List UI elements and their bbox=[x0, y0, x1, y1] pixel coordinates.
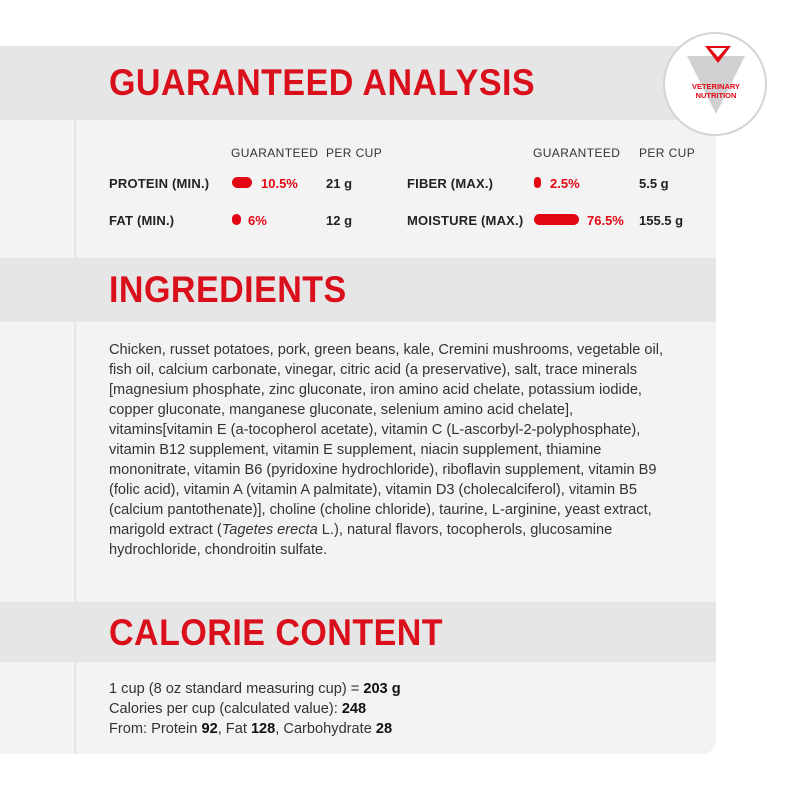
nutrient-bar-fat bbox=[232, 214, 241, 225]
ingredients-text: Chicken, russet potatoes, pork, green beans, kale, Cremini mushrooms, vegetable oil, fish oil, calcium carbonate, vinegar, citric acid (a preservative), salt, trace minerals [magnesium phosphate, zinc gluconate, iron amino acid chelate, potassium iodide, copper gluconate, manganese gluconate, selenium amino acid chelate], vitamins[vitamin E (a-tocopherol acetate), vitamin C (L-ascorbyl-2-polyphosphate), vitamin B12 supplement, vitamin E supplement, niacin supplement, thiamine mononitrate, vitamin B6 (pyridoxine hydrochloride), riboflavin supplement, vitamin B9 (folic acid), vitamin A (vitamin A palmitate), vitamin D3 (cholecalciferol), vitamin B5 (calcium pantothenate)], choline (choline chloride), taurine, L-arginine, yeast extract, marigold extract ( bbox=[109, 342, 664, 538]
nutrient-name-moisture: MOISTURE (MAX.) bbox=[407, 213, 524, 228]
col-guaranteed-left: GUARANTEED bbox=[231, 146, 319, 160]
ingredients-italic-species: Tagetes erecta bbox=[221, 522, 318, 538]
carb-calories-label: , Carbohydrate bbox=[275, 721, 376, 737]
fat-calories-label: , Fat bbox=[217, 721, 251, 737]
veterinary-nutrition-badge bbox=[663, 32, 767, 136]
col-per-cup-left: PER CUP bbox=[326, 146, 383, 160]
nutrient-name-fiber: FIBER (MAX.) bbox=[407, 176, 494, 191]
nutrition-panel bbox=[0, 46, 716, 754]
nutrient-bar-protein bbox=[232, 177, 252, 188]
calories-per-cup-text: Calories per cup (calculated value): bbox=[109, 701, 342, 717]
nutrient-per-cup-fiber: 5.5 g bbox=[639, 176, 669, 191]
veterinary-logo-icon bbox=[665, 34, 765, 134]
calorie-source-label: From: Protein bbox=[109, 721, 202, 737]
guaranteed-analysis-title: GUARANTEED ANALYSIS bbox=[109, 62, 536, 103]
protein-calories-value: 92 bbox=[201, 721, 218, 737]
nutrient-percent-moisture: 76.5% bbox=[587, 213, 624, 228]
ingredients-header-band bbox=[0, 258, 716, 322]
nutrient-percent-fiber: 2.5% bbox=[550, 176, 580, 191]
calories-per-cup-value: 248 bbox=[341, 701, 367, 717]
col-guaranteed-right: GUARANTEED bbox=[533, 146, 621, 160]
nutrient-per-cup-fat: 12 g bbox=[326, 213, 353, 228]
nutrient-bar-moisture bbox=[534, 214, 579, 225]
cup-measure-text: 1 cup (8 oz standard measuring cup) = bbox=[109, 681, 364, 697]
calorie-content-title: CALORIE CONTENT bbox=[109, 612, 444, 653]
badge-line-nutrition: NUTRITION bbox=[695, 91, 737, 100]
cup-weight-value: 203 g bbox=[363, 681, 401, 697]
col-per-cup-right: PER CUP bbox=[639, 146, 696, 160]
ingredients-list bbox=[109, 340, 679, 560]
nutrient-per-cup-moisture: 155.5 g bbox=[639, 213, 684, 228]
calorie-content-text bbox=[109, 679, 401, 739]
nutrient-percent-protein: 10.5% bbox=[261, 176, 298, 191]
ingredients-text-end: L.), natural flavors, tocopherols, glucosamine hydrochloride, chondroitin sulfate. bbox=[109, 522, 613, 558]
nutrient-percent-fat: 6% bbox=[248, 213, 267, 228]
fat-calories-value: 128 bbox=[250, 721, 276, 737]
nutrient-name-protein: PROTEIN (MIN.) bbox=[109, 176, 210, 191]
nutrient-name-fat: FAT (MIN.) bbox=[109, 213, 175, 228]
ingredients-title: INGREDIENTS bbox=[109, 269, 347, 310]
nutrient-per-cup-protein: 21 g bbox=[326, 176, 353, 191]
nutrient-bar-fiber bbox=[534, 177, 541, 188]
badge-line-veterinary: VETERINARY bbox=[691, 82, 741, 91]
carb-calories-value: 28 bbox=[375, 721, 393, 737]
